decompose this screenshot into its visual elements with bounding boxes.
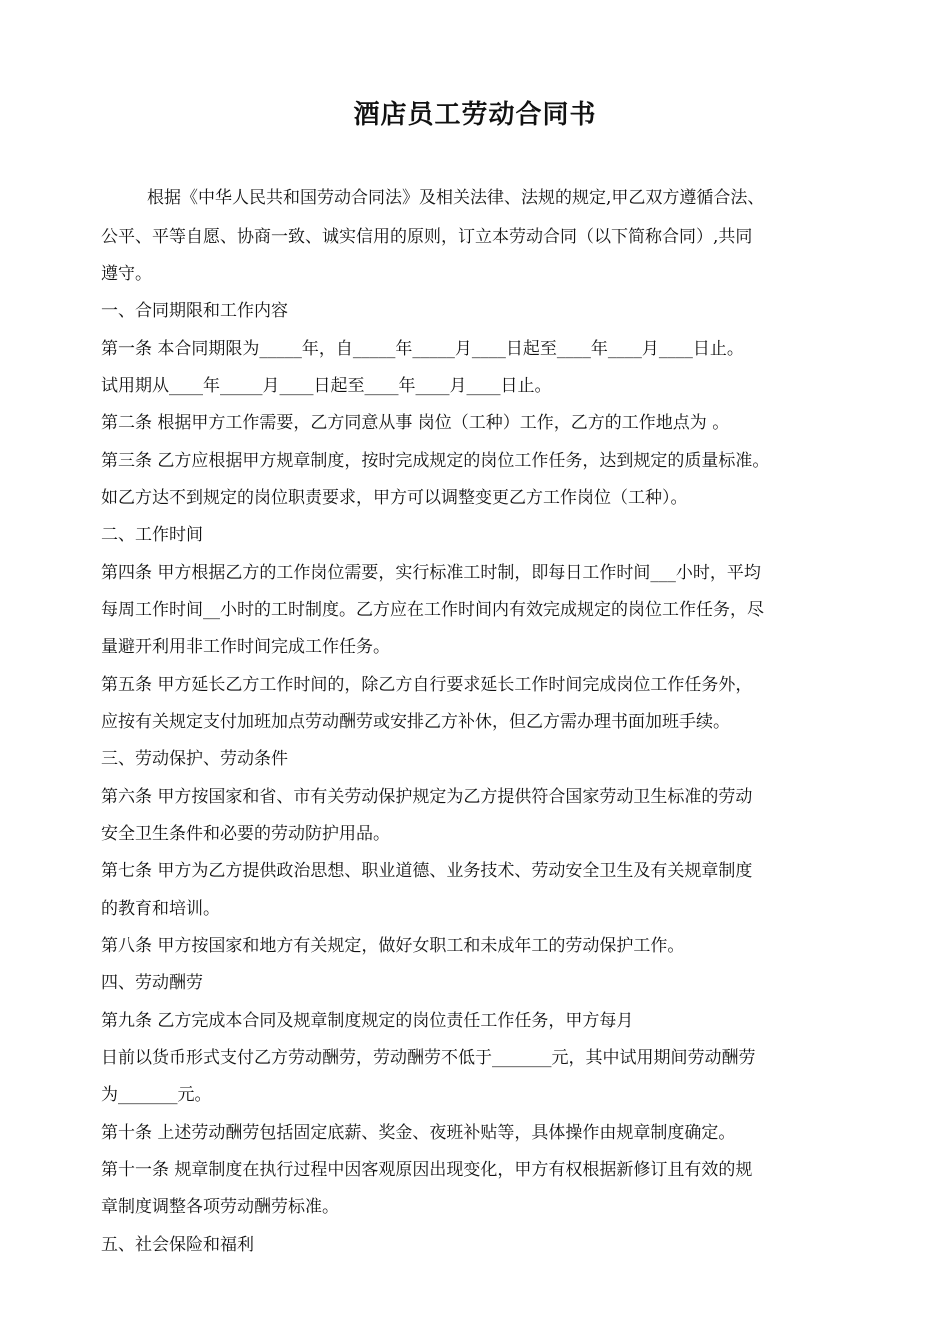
article-line: 第七条 甲方为乙方提供政治思想、职业道德、业务技术、劳动安全卫生及有关规章制度: [101, 861, 753, 881]
article-line: 日前以货币形式支付乙方劳动酬劳，劳动酬劳不低于_______元，其中试用期间劳动酬劳: [101, 1048, 756, 1068]
article-line: 第四条 甲方根据乙方的工作岗位需要，实行标准工时制，即每日工作时间___小时，平均: [101, 563, 761, 583]
article-line: 量避开利用非工作时间完成工作任务。: [101, 637, 390, 657]
article-line: 每周工作时间__小时的工时制度。乙方应在工作时间内有效完成规定的岗位工作任务，尽: [101, 600, 764, 620]
section-heading: 五、社会保险和福利: [101, 1235, 254, 1255]
article-line: 为_______元。: [101, 1085, 212, 1105]
article-line: 章制度调整各项劳动酬劳标准。: [101, 1197, 339, 1217]
section-heading: 二、工作时间: [101, 525, 203, 545]
paragraph-line: 遵守。: [101, 264, 152, 284]
article-line: 如乙方达不到规定的岗位职责要求，甲方可以调整变更乙方工作岗位（工种）。: [101, 488, 688, 508]
article-line: 第五条 甲方延长乙方工作时间的，除乙方自行要求延长工作时间完成岗位工作任务外，: [101, 675, 753, 695]
article-line: 第三条 乙方应根据甲方规章制度，按时完成规定的岗位工作任务，达到规定的质量标准。: [101, 451, 770, 471]
article-line: 应按有关规定支付加班加点劳动酬劳或安排乙方补休，但乙方需办理书面加班手续。: [101, 712, 730, 732]
section-heading: 三、劳动保护、劳动条件: [101, 749, 288, 769]
article-line: 第十条 上述劳动酬劳包括固定底薪、奖金、夜班补贴等，具体操作由规章制度确定。: [101, 1123, 736, 1143]
article-line: 第十一条 规章制度在执行过程中因客观原因出现变化，甲方有权根据新修订且有效的规: [101, 1160, 753, 1180]
paragraph-line: 根据《中华人民共和国劳动合同法》及相关法律、法规的规定,甲乙双方遵循合法、: [147, 188, 765, 208]
article-line: 安全卫生条件和必要的劳动防护用品。: [101, 824, 390, 844]
article-line: 第八条 甲方按国家和地方有关规定，做好女职工和未成年工的劳动保护工作。: [101, 936, 685, 956]
paragraph-line: 公平、平等自愿、协商一致、诚实信用的原则，订立本劳动合同（以下简称合同）,共同: [101, 227, 753, 247]
article-line: 第二条 根据甲方工作需要，乙方同意从事 岗位（工种）工作，乙方的工作地点为 。: [101, 413, 730, 433]
article-line: 的教育和培训。: [101, 899, 220, 919]
article-line: 第六条 甲方按国家和省、市有关劳动保护规定为乙方提供符合国家劳动卫生标准的劳动: [101, 787, 753, 807]
section-heading: 四、劳动酬劳: [101, 973, 203, 993]
article-line: 试用期从____年_____月____日起至____年____月____日止。: [101, 376, 552, 396]
article-line: 第九条 乙方完成本合同及规章制度规定的岗位责任工作任务，甲方每月: [101, 1011, 634, 1031]
document-title: 酒店员工劳动合同书: [353, 100, 597, 130]
section-heading: 一、合同期限和工作内容: [101, 301, 288, 321]
article-line: 第一条 本合同期限为_____年，自_____年_____月____日起至____年____月____日止。: [101, 339, 744, 359]
